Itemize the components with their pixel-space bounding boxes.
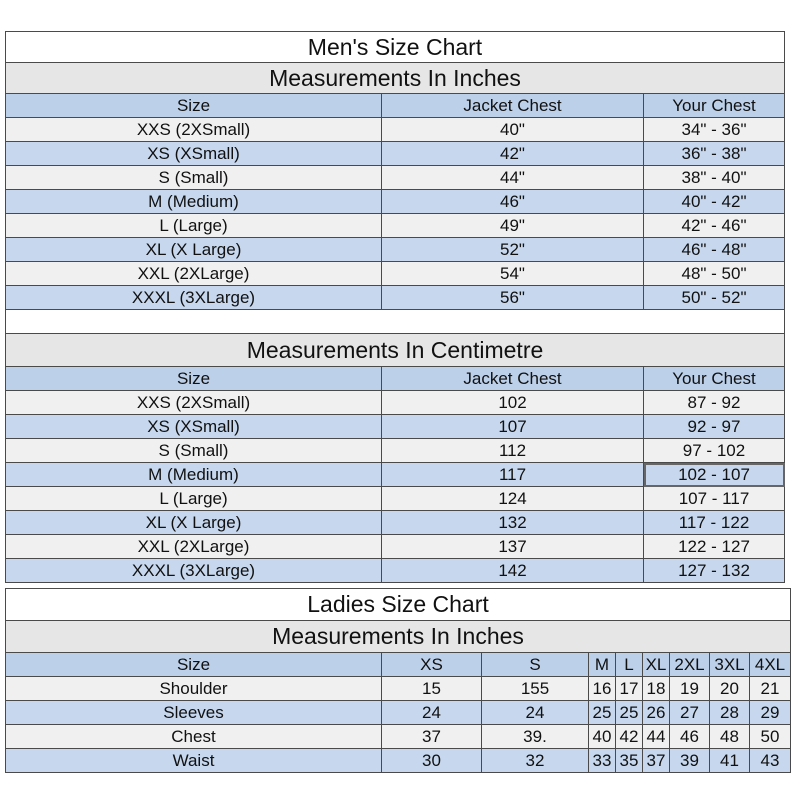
measurement-label: Shoulder [6,677,382,701]
table-row [6,214,785,238]
column-header-m: M [589,653,616,677]
column-header-xl: XL [643,653,670,677]
size-cell: S (Small) [6,166,382,190]
your-chest-cell: 92 - 97 [644,415,785,439]
table-row [6,142,785,166]
column-header-your-chest: Your Chest [644,94,785,118]
your-chest-cell: 40" - 42" [644,190,785,214]
value-cell: 40 [589,725,616,749]
your-chest-cell: 38" - 40" [644,166,785,190]
table-row [6,677,791,701]
column-header-s: S [482,653,589,677]
table-row [6,511,785,535]
value-cell: 35 [616,749,643,773]
jacket-chest-cell: 124 [382,487,644,511]
value-cell: 48 [710,725,750,749]
your-chest-cell: 127 - 132 [644,559,785,583]
ladies-chart-title: Ladies Size Chart [6,589,791,621]
column-header-l: L [616,653,643,677]
mens-size-table [5,31,785,583]
jacket-chest-cell: 137 [382,535,644,559]
size-cell: XS (XSmall) [6,415,382,439]
your-chest-cell: 34" - 36" [644,118,785,142]
jacket-chest-cell: 42" [382,142,644,166]
value-cell: 19 [670,677,710,701]
jacket-chest-cell: 40" [382,118,644,142]
value-cell: 25 [589,701,616,725]
mens-cm-subtitle: Measurements In Centimetre [6,334,785,367]
measurement-label: Sleeves [6,701,382,725]
value-cell: 43 [750,749,791,773]
table-row [6,725,791,749]
size-cell: XXS (2XSmall) [6,118,382,142]
table-row [6,463,785,487]
value-cell: 25 [616,701,643,725]
ladies-inches-subtitle: Measurements In Inches [6,621,791,653]
table-row [6,701,791,725]
your-chest-cell: 97 - 102 [644,439,785,463]
value-cell: 42 [616,725,643,749]
jacket-chest-cell: 52" [382,238,644,262]
measurement-label: Waist [6,749,382,773]
table-row [6,391,785,415]
column-header-size: Size [6,367,382,391]
jacket-chest-cell: 102 [382,391,644,415]
value-cell: 24 [482,701,589,725]
value-cell: 24 [382,701,482,725]
value-cell: 32 [482,749,589,773]
size-cell: S (Small) [6,439,382,463]
your-chest-cell: 122 - 127 [644,535,785,559]
table-row [6,535,785,559]
column-header-your-chest: Your Chest [644,367,785,391]
value-cell: 18 [643,677,670,701]
value-cell: 21 [750,677,791,701]
ladies-size-table [5,588,791,773]
jacket-chest-cell: 56" [382,286,644,310]
size-cell: XS (XSmall) [6,142,382,166]
column-header-jacket-chest: Jacket Chest [382,367,644,391]
jacket-chest-cell: 132 [382,511,644,535]
value-cell: 39 [670,749,710,773]
size-cell: L (Large) [6,214,382,238]
size-cell: XXXL (3XLarge) [6,559,382,583]
table-row [6,749,791,773]
column-header-size: Size [6,653,382,677]
value-cell: 20 [710,677,750,701]
size-cell: XL (X Large) [6,238,382,262]
value-cell: 27 [670,701,710,725]
jacket-chest-cell: 142 [382,559,644,583]
value-cell: 17 [616,677,643,701]
column-header-3xl: 3XL [710,653,750,677]
jacket-chest-cell: 54" [382,262,644,286]
value-cell: 50 [750,725,791,749]
value-cell: 46 [670,725,710,749]
value-cell: 37 [643,749,670,773]
size-cell: M (Medium) [6,463,382,487]
value-cell: 29 [750,701,791,725]
your-chest-cell: 102 - 107 [644,463,785,487]
mens-inches-subtitle: Measurements In Inches [6,63,785,94]
column-header-jacket-chest: Jacket Chest [382,94,644,118]
column-header-size: Size [6,94,382,118]
your-chest-cell: 87 - 92 [644,391,785,415]
table-row [6,238,785,262]
value-cell: 155 [482,677,589,701]
table-row [6,439,785,463]
value-cell: 37 [382,725,482,749]
value-cell: 39. [482,725,589,749]
value-cell: 30 [382,749,482,773]
column-header-2xl: 2XL [670,653,710,677]
jacket-chest-cell: 46" [382,190,644,214]
measurement-label: Chest [6,725,382,749]
your-chest-cell: 117 - 122 [644,511,785,535]
table-row [6,415,785,439]
your-chest-cell: 46" - 48" [644,238,785,262]
your-chest-cell: 42" - 46" [644,214,785,238]
table-row [6,166,785,190]
value-cell: 15 [382,677,482,701]
size-cell: XXL (2XLarge) [6,535,382,559]
value-cell: 28 [710,701,750,725]
mens-chart-title: Men's Size Chart [6,32,785,63]
value-cell: 26 [643,701,670,725]
value-cell: 16 [589,677,616,701]
your-chest-cell: 107 - 117 [644,487,785,511]
jacket-chest-cell: 117 [382,463,644,487]
jacket-chest-cell: 44" [382,166,644,190]
size-cell: L (Large) [6,487,382,511]
table-row [6,559,785,583]
value-cell: 41 [710,749,750,773]
your-chest-cell: 50" - 52" [644,286,785,310]
your-chest-cell: 48" - 50" [644,262,785,286]
table-row [6,286,785,310]
column-header-xs: XS [382,653,482,677]
jacket-chest-cell: 112 [382,439,644,463]
size-cell: XXL (2XLarge) [6,262,382,286]
table-row [6,118,785,142]
value-cell: 44 [643,725,670,749]
jacket-chest-cell: 107 [382,415,644,439]
size-cell: M (Medium) [6,190,382,214]
column-header-4xl: 4XL [750,653,791,677]
value-cell: 33 [589,749,616,773]
jacket-chest-cell: 49" [382,214,644,238]
section-spacer [6,310,785,334]
your-chest-cell: 36" - 38" [644,142,785,166]
table-row [6,487,785,511]
size-cell: XL (X Large) [6,511,382,535]
size-cell: XXXL (3XLarge) [6,286,382,310]
table-row [6,262,785,286]
size-cell: XXS (2XSmall) [6,391,382,415]
table-row [6,190,785,214]
